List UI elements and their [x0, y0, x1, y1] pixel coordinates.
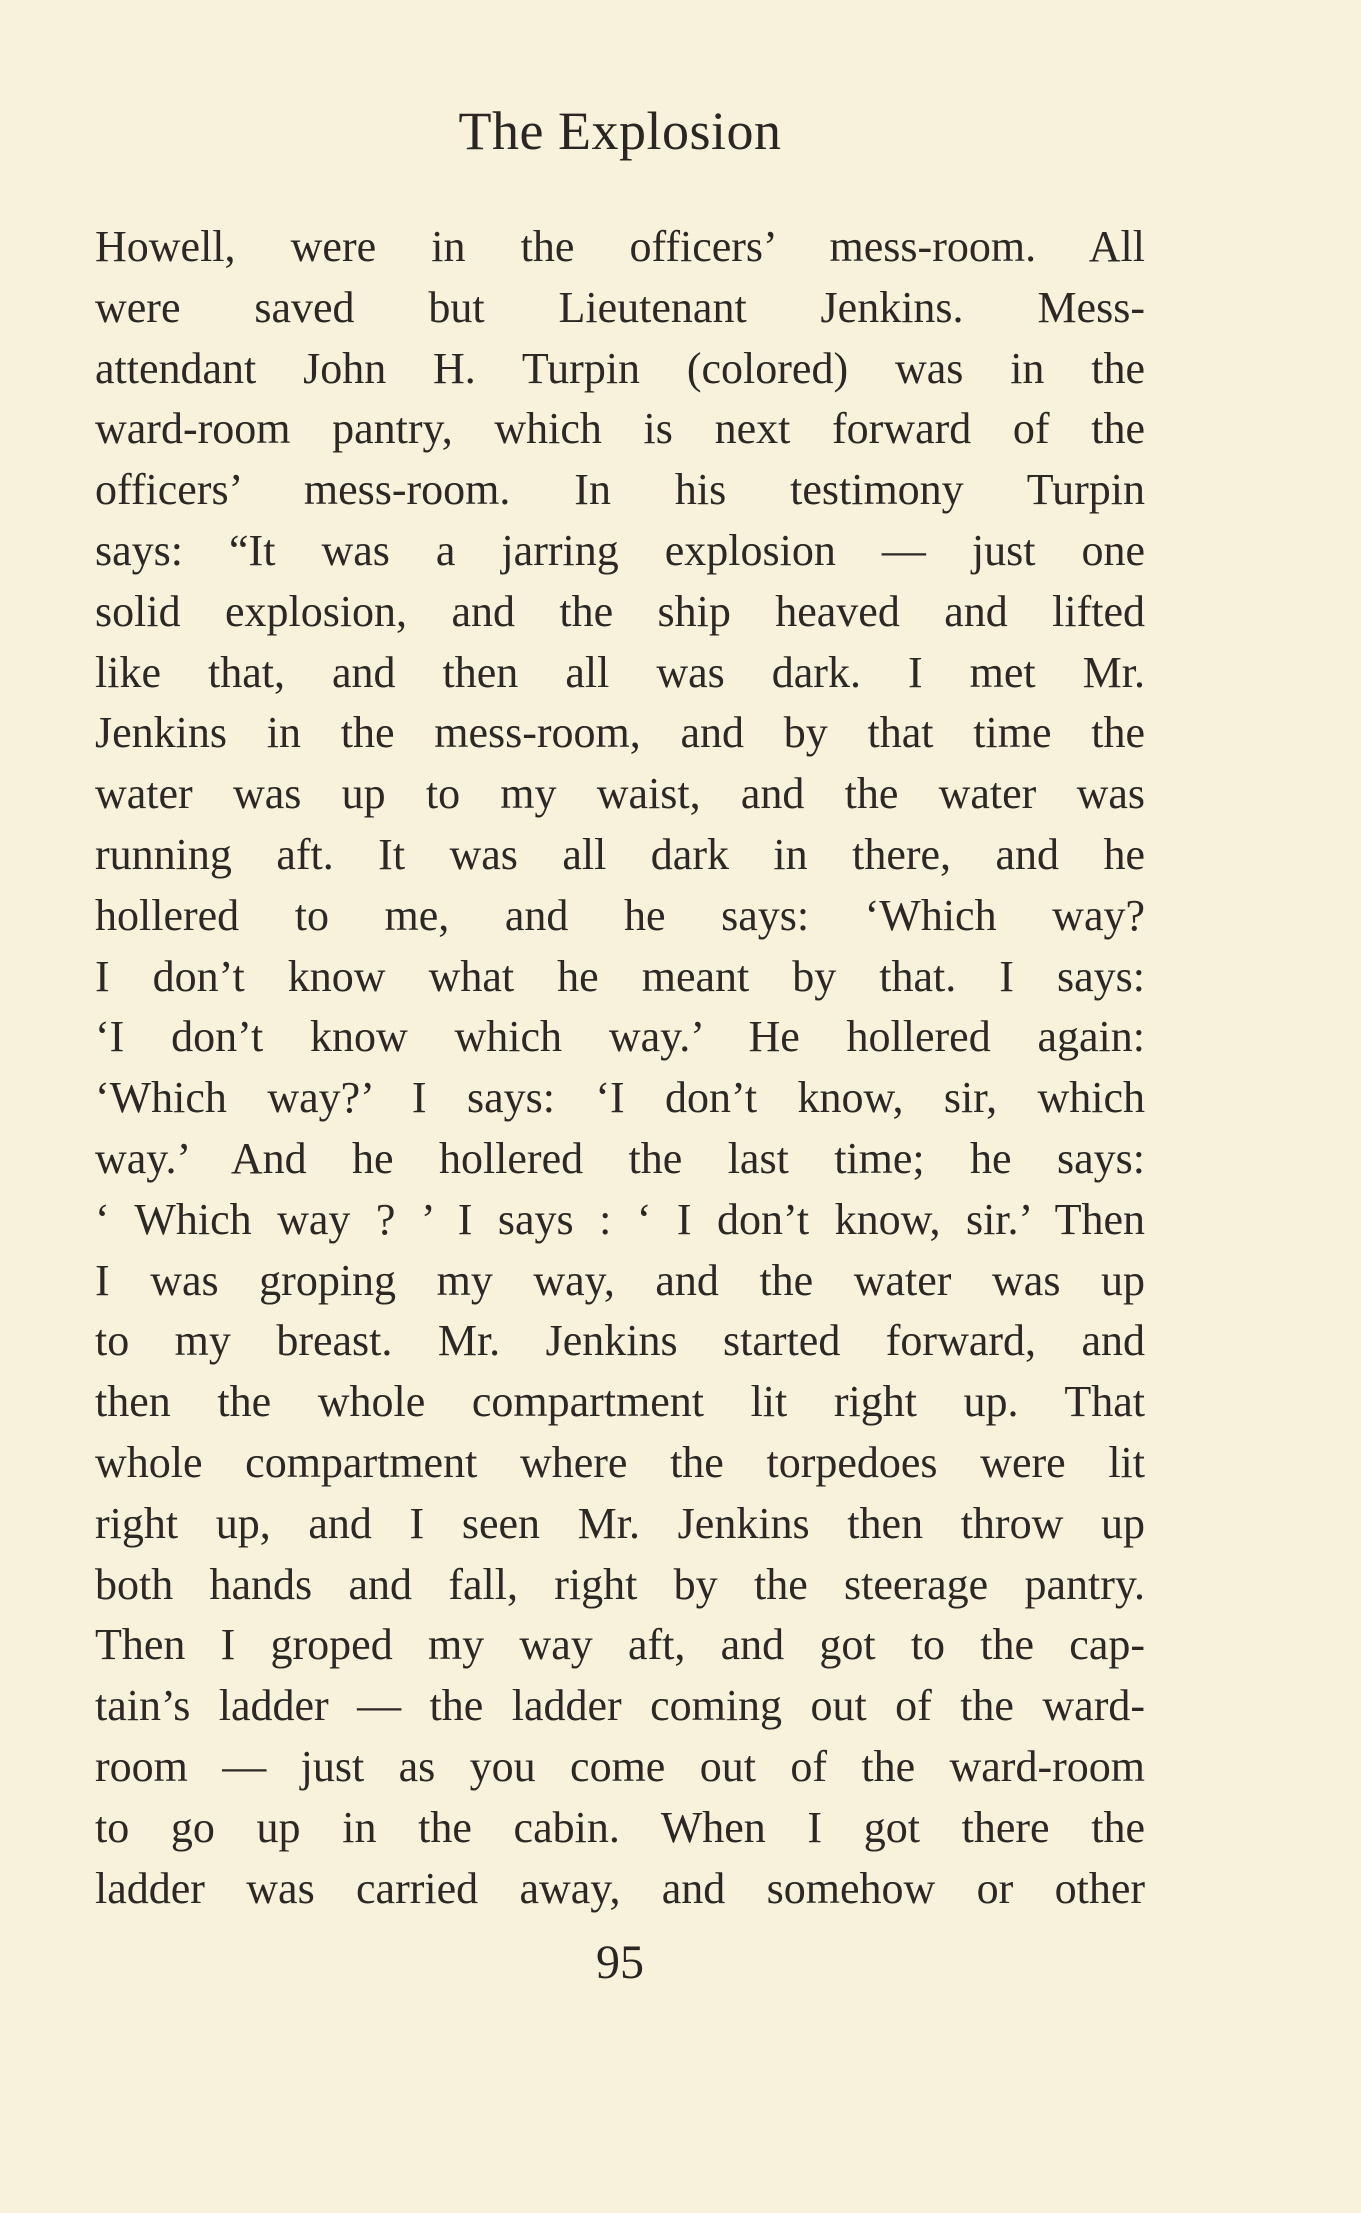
page-number: 95 [596, 1936, 644, 1989]
text-line: Howell, were in the officers’ mess-room. All [95, 222, 1145, 271]
text-line: ladder was carried away, and somehow or other [95, 1863, 1145, 1913]
text-line: ‘Which way?’ I says: ‘I don’t know, sir, which [95, 1073, 1145, 1123]
text-line: Jenkins in the mess-room, and by that time the [95, 708, 1145, 758]
text-line: hollered to me, and he says: ‘Which way? [95, 890, 1145, 940]
text-line: were saved but Lieutenant Jenkins. Mess- [95, 282, 1145, 332]
text-line: room — just as you come out of the ward-room [95, 1741, 1145, 1791]
text-line: I don’t know what he meant by that. I says: [95, 951, 1145, 1001]
text-line: says: “It was a jarring explosion — just one [95, 525, 1145, 575]
text-line: tain’s ladder — the ladder coming out of the ward- [95, 1681, 1145, 1731]
text-line: water was up to my waist, and the water was [95, 769, 1145, 819]
text-line: I was groping my way, and the water was up [95, 1255, 1145, 1305]
text-line: ward-room pantry, which is next forward of the [95, 404, 1145, 454]
text-line: ‘ Which way ? ’ I says : ‘ I don’t know, sir.’ Then [95, 1194, 1145, 1244]
text-line: Then I groped my way aft, and got to the cap- [95, 1620, 1145, 1670]
text-line: way.’ And he hollered the last time; he says: [95, 1133, 1145, 1183]
text-line: right up, and I seen Mr. Jenkins then throw up [95, 1498, 1145, 1548]
text-line: attendant John H. Turpin (colored) was in the [95, 343, 1145, 393]
text-line: to my breast. Mr. Jenkins started forward, and [95, 1316, 1145, 1366]
text-line: whole compartment where the torpedoes were lit [95, 1437, 1145, 1487]
text-line: ‘I don’t know which way.’ He hollered again: [95, 1012, 1145, 1062]
running-head: The Explosion [458, 101, 782, 161]
text-line: solid explosion, and the ship heaved and lifted [95, 586, 1145, 636]
text-line: officers’ mess-room. In his testimony Turpin [95, 465, 1145, 515]
text-line: like that, and then all was dark. I met Mr. [95, 647, 1145, 697]
text-line: to go up in the cabin. When I got there the [95, 1802, 1145, 1852]
text-line: running aft. It was all dark in there, and he [95, 829, 1145, 879]
body-text [95, 217, 1145, 1919]
text-line: both hands and fall, right by the steerage pantry. [95, 1559, 1145, 1609]
text-line: then the whole compartment lit right up. That [95, 1377, 1145, 1427]
